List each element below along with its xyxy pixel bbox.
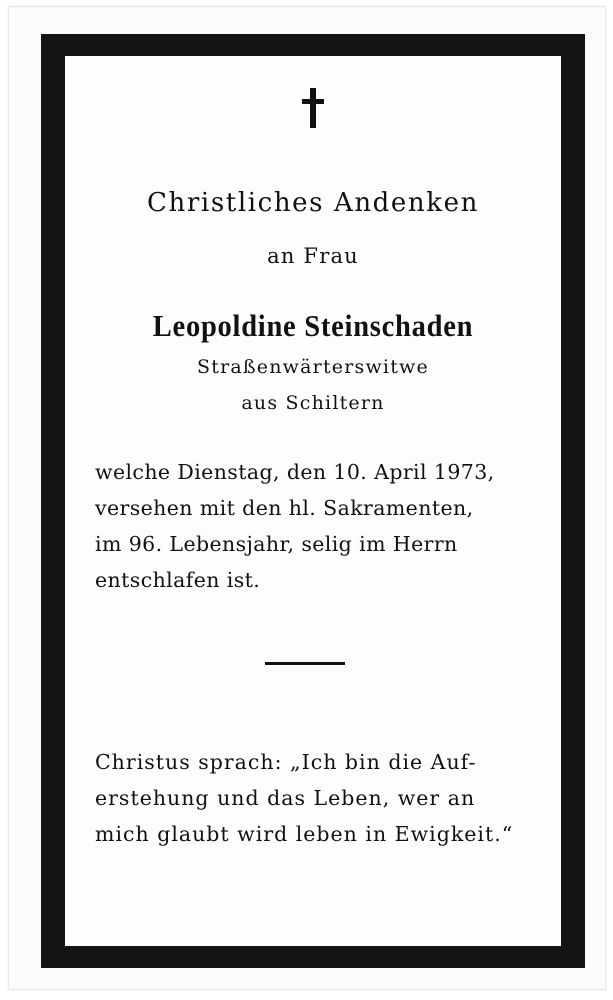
deceased-name: Leopoldine Steinschaden (152, 308, 474, 343)
black-mourning-border (41, 34, 585, 968)
salutation-prefix: an Frau (267, 244, 359, 268)
quote-line: erstehung und das Leben, wer an (95, 786, 476, 810)
death-notice (95, 454, 535, 598)
memorial-card (8, 6, 606, 990)
cross-icon (302, 88, 324, 128)
quote-line: mich glaubt wird leben in Ewigkeit.“ (95, 822, 514, 846)
deceased-occupation: Straßenwärterswitwe (197, 356, 429, 378)
death-notice-line: welche Dienstag, den 10. April 1973, (95, 460, 495, 484)
quote-line: Christus sprach: „Ich bin die Auf- (95, 750, 477, 774)
death-notice-line: im 96. Lebensjahr, selig im Herrn (95, 532, 458, 556)
deceased-origin: aus Schiltern (241, 392, 385, 414)
divider-rule (265, 662, 345, 665)
death-notice-line: versehen mit den hl. Sakramenten, (95, 496, 474, 520)
death-notice-line: entschlafen ist. (95, 568, 261, 592)
card-title: Christliches Andenken (147, 188, 479, 218)
bible-quote (95, 744, 535, 852)
card-inner-panel (65, 56, 561, 946)
